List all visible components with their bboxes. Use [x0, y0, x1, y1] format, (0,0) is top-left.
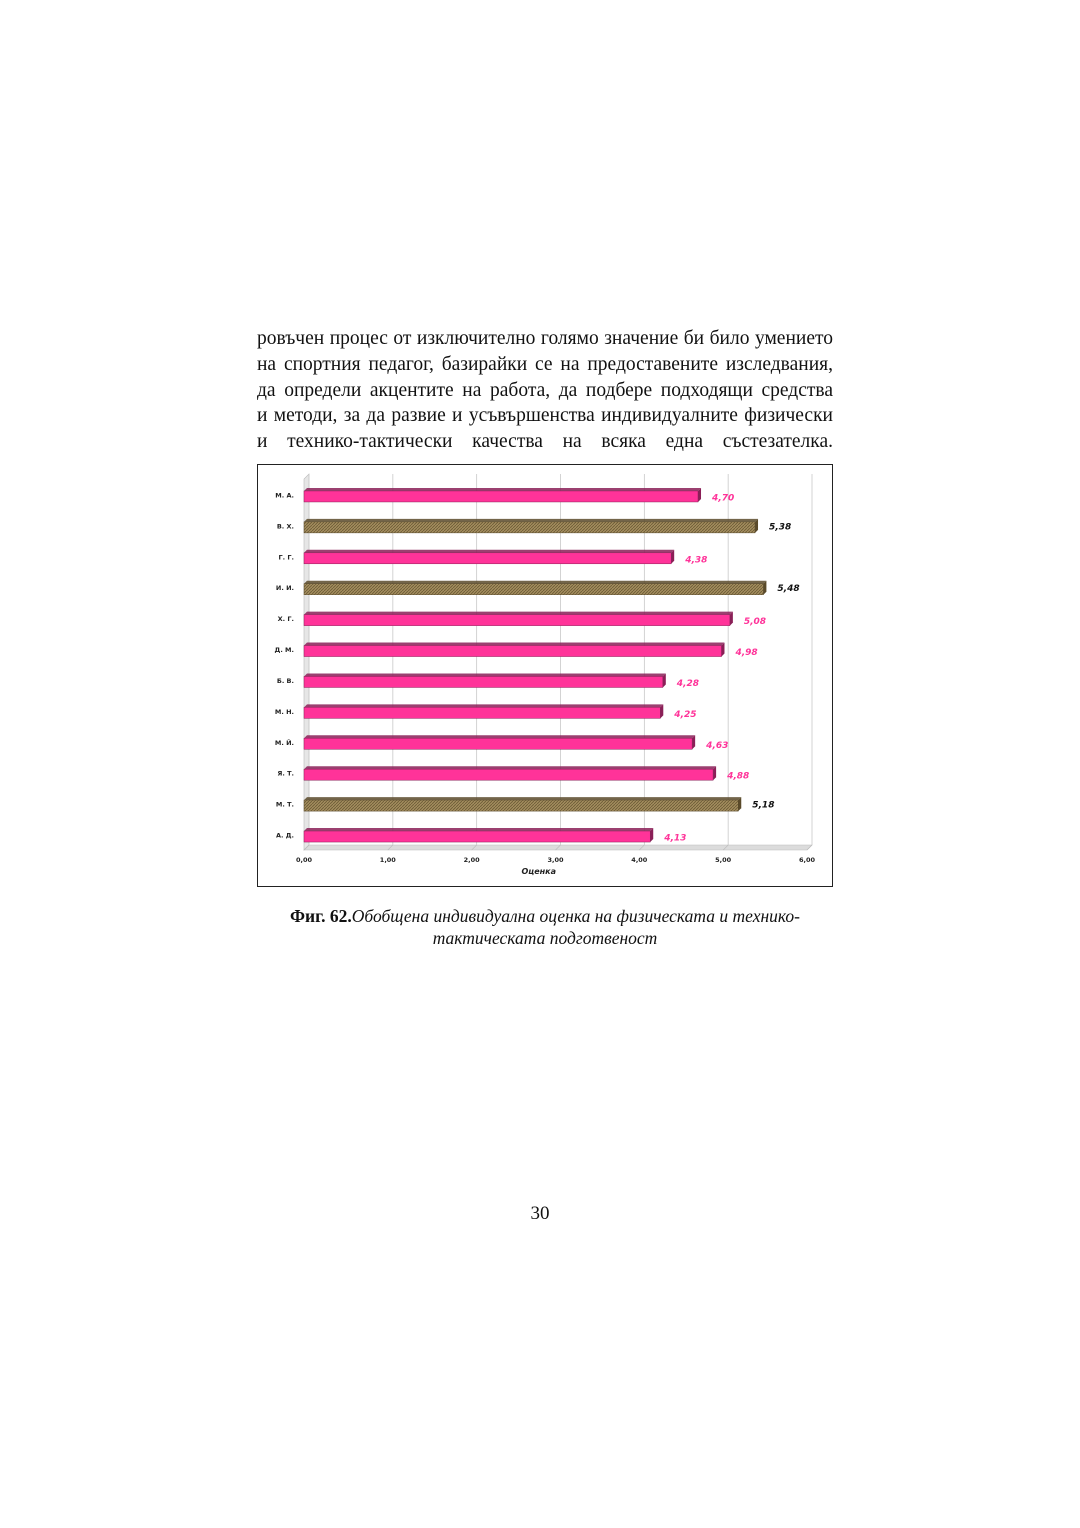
paragraph-line: ровъчен процес от изключително голямо значение би било умението	[257, 328, 833, 349]
paragraph-line: да определи акцентите на работа, да подбере подходящи средства	[257, 379, 833, 401]
bar	[304, 581, 766, 595]
value-label: 5,38	[769, 522, 792, 533]
x-tick-label: 6,00	[798, 856, 816, 864]
value-label: 4,63	[706, 740, 729, 751]
category-label: В. Х.	[276, 522, 294, 531]
category-label: Б. В.	[276, 676, 294, 685]
body-paragraph	[257, 326, 833, 455]
figure-chart	[257, 464, 833, 887]
page-number: 30	[530, 1203, 550, 1224]
category-label: Х. Г.	[277, 615, 294, 624]
value-label: 5,08	[743, 617, 767, 628]
x-tick-label: 1,00	[379, 856, 396, 864]
category-label: А. Д.	[275, 831, 294, 840]
bar	[304, 766, 716, 780]
caption-label: Фиг. 62.	[290, 906, 352, 926]
bar	[304, 519, 758, 533]
category-label: Я. Т.	[277, 769, 294, 778]
bar	[304, 797, 741, 811]
figure-caption	[257, 905, 833, 949]
value-label: 4,25	[674, 709, 697, 720]
bar	[304, 735, 695, 749]
category-label: М. Й.	[274, 738, 294, 747]
caption-text: Обобщена индивидуална оценка на физическата и технико-тактическата подготвеност	[351, 906, 800, 948]
value-label: 5,48	[777, 584, 800, 595]
bar-chart	[258, 465, 831, 885]
value-label: 4,70	[712, 493, 735, 504]
value-label: 4,28	[676, 678, 700, 689]
bar	[304, 550, 674, 564]
category-label: М. А.	[275, 491, 294, 500]
value-label: 4,98	[735, 648, 758, 659]
bar	[304, 828, 653, 842]
value-label: 4,38	[685, 555, 708, 566]
bar	[304, 673, 666, 687]
bar	[304, 612, 733, 626]
x-tick-label: 5,00	[715, 856, 732, 864]
value-label: 4,88	[727, 771, 750, 782]
value-label: 5,18	[752, 800, 775, 811]
x-axis-title: Оценка	[521, 867, 556, 876]
category-label: М. Н.	[274, 707, 294, 716]
category-label: Г. Г.	[278, 553, 294, 562]
bar	[304, 488, 701, 502]
paragraph-line: и технико-тактически качества на всяка една състезателка.	[257, 431, 833, 453]
x-tick-label: 0,00	[295, 856, 313, 864]
value-label: 4,13	[664, 833, 687, 844]
paragraph-line: на спортния педагог, базирайки се на предоставените изследвания,	[257, 353, 833, 375]
bar	[304, 643, 724, 657]
category-label: Д. М.	[274, 646, 294, 655]
x-tick-label: 4,00	[631, 856, 648, 864]
x-tick-label: 2,00	[463, 856, 480, 864]
paragraph-line: и методи, за да развие и усъвършенства индивидуалните физически	[257, 405, 833, 427]
category-label: И. И.	[275, 584, 294, 593]
bar	[304, 704, 663, 718]
category-label: М. Т.	[275, 800, 294, 809]
x-tick-label: 3,00	[547, 856, 564, 864]
